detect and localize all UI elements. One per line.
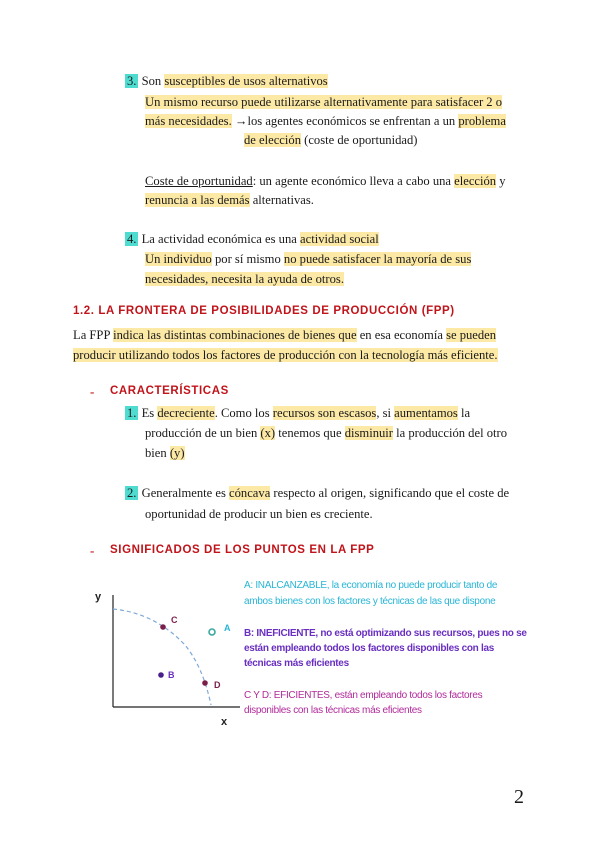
fpp-graph [85, 575, 245, 735]
note-cd-line1: C Y D: EFICIENTES, están empleando todos los factores [244, 690, 483, 701]
significados-title: SIGNIFICADOS DE LOS PUNTOS EN LA FPP [110, 544, 375, 556]
page-number: 2 [514, 786, 524, 808]
section-title: 1.2. LA FRONTERA DE POSIBILIDADES DE PRODUCCIÓN (FPP) [73, 305, 455, 317]
item-3-line1: 3. Son susceptibles de usos alternativos [127, 74, 328, 88]
point-d [202, 680, 208, 686]
point-a [209, 629, 215, 635]
coste-line1: Coste de oportunidad: un agente económico lleva a cabo una elección y [145, 174, 506, 188]
item-number: 3. [127, 74, 137, 88]
item-number: 1. [127, 406, 137, 420]
item-4-line2: Un individuo por sí mismo no puede satisfacer la mayoría de sus [145, 252, 472, 266]
item-4-line3: necesidades, necesita la ayuda de otros. [145, 272, 344, 286]
note-b-line2: están empleando todos los factores disponibles con las [244, 643, 494, 654]
item-3-line3: más necesidades. →los agentes económicos se enfrentan a un problema [145, 114, 506, 128]
caract-1-line2: producción de un bien (x) tenemos que disminuir la producción del otro [145, 426, 508, 440]
item-number: 2. [127, 486, 137, 500]
caract-1-line1: 1. Es decreciente. Como los recursos son escasos, si aumentamos la [127, 406, 471, 420]
y-axis-label: y [95, 591, 102, 603]
item-number: 4. [127, 232, 137, 246]
note-a-line2: ambos bienes con los factores y técnicas de las que dispone [244, 596, 496, 607]
point-a-label: A [224, 623, 231, 633]
point-d-label: D [214, 680, 221, 690]
item-3-line2: Un mismo recurso puede utilizarse alternativamente para satisfacer 2 o [145, 95, 503, 109]
point-b [158, 672, 164, 678]
bullet-dash: - [90, 543, 95, 558]
item-4-line1: 4. La actividad económica es una actividad social [127, 232, 379, 246]
note-a-line1: A: INALCANZABLE, la economía no puede producir tanto de [244, 580, 498, 591]
bullet-dash: - [90, 384, 95, 399]
caract-2-line2: oportunidad de producir un bien es creciente. [145, 507, 373, 521]
note-b-line1: B: INEFICIENTE, no está optimizando sus recursos, pues no se [244, 628, 527, 639]
caract-2-line1: 2. Generalmente es cóncava respecto al origen, significando que el coste de [127, 486, 510, 500]
coste-term: Coste de oportunidad [145, 174, 253, 188]
section-p-line1: La FPP indica las distintas combinaciones de bienes que en esa economía se pueden [73, 328, 497, 342]
item-3-line4: de elección (coste de oportunidad) [244, 133, 418, 147]
point-c-label: C [171, 615, 178, 625]
point-c [160, 624, 166, 630]
note-b-line3: técnicas más eficientes [244, 658, 349, 669]
coste-line2: renuncia a las demás alternativas. [145, 193, 314, 207]
section-p-line2: producir utilizando todos los factores de producción con la tecnología más eficiente. [73, 348, 498, 362]
note-cd-line2: disponibles con las técnicas más eficientes [244, 705, 422, 716]
caracteristicas-title: CARACTERÍSTICAS [110, 385, 229, 397]
fpp-curve [113, 609, 211, 705]
x-axis-label: x [221, 716, 228, 728]
caract-1-line3: bien (y) [145, 446, 185, 460]
point-b-label: B [168, 670, 175, 680]
